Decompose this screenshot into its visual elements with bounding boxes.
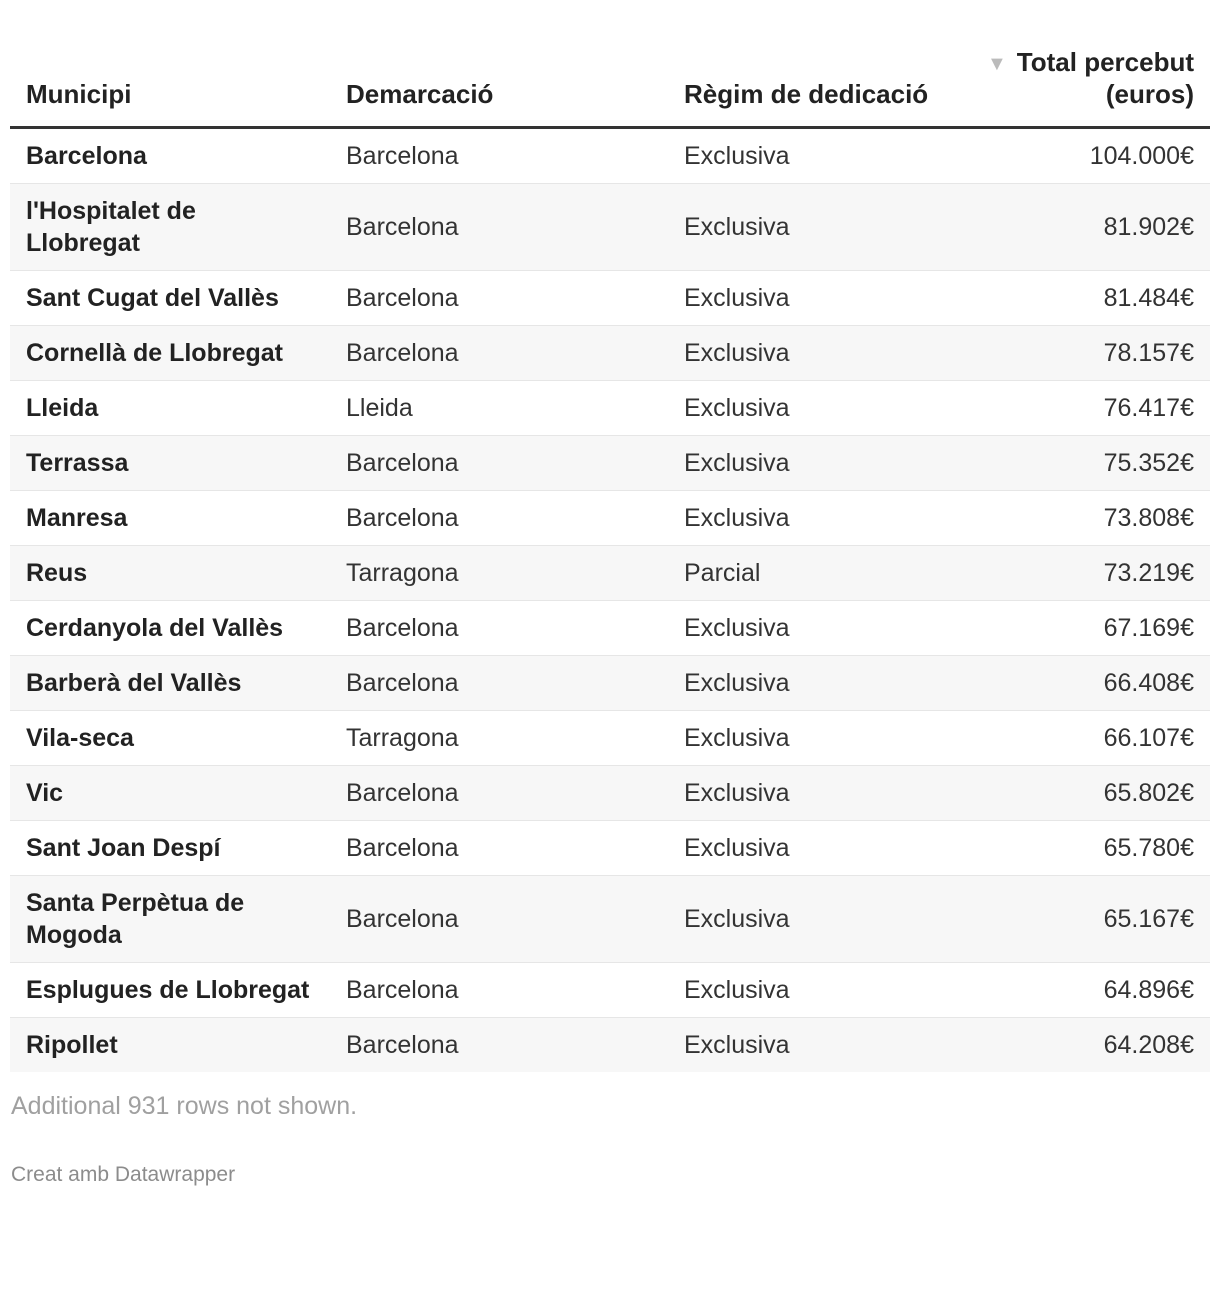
table-row [10, 184, 1210, 271]
cell-demarcacio: Barcelona [330, 326, 668, 381]
column-header-regim[interactable] [668, 0, 968, 128]
cell-total: 65.167€ [968, 876, 1210, 963]
cell-regim: Exclusiva [668, 381, 968, 436]
cell-total: 66.408€ [968, 656, 1210, 711]
column-header-total[interactable] [968, 0, 1210, 128]
cell-regim: Exclusiva [668, 963, 968, 1018]
cell-municipi: Vic [10, 766, 330, 821]
cell-regim: Exclusiva [668, 711, 968, 766]
table-row [10, 821, 1210, 876]
table-row [10, 1018, 1210, 1073]
cell-regim: Exclusiva [668, 128, 968, 184]
cell-total: 64.896€ [968, 963, 1210, 1018]
cell-municipi: Ripollet [10, 1018, 330, 1073]
cell-demarcacio: Barcelona [330, 271, 668, 326]
cell-municipi: Cerdanyola del Vallès [10, 601, 330, 656]
notes-text: Additional 931 rows not shown. [11, 1092, 358, 1120]
table-row [10, 271, 1210, 326]
cell-regim: Exclusiva [668, 876, 968, 963]
cell-total: 104.000€ [968, 128, 1210, 184]
cell-total: 75.352€ [968, 436, 1210, 491]
cell-total: 65.802€ [968, 766, 1210, 821]
table-body [10, 128, 1210, 1073]
cell-demarcacio: Barcelona [330, 436, 668, 491]
cell-demarcacio: Barcelona [330, 876, 668, 963]
cell-municipi: Sant Joan Despí [10, 821, 330, 876]
cell-municipi: Vila-seca [10, 711, 330, 766]
cell-municipi: Santa Perpètua de Mogoda [10, 876, 330, 963]
table-row [10, 656, 1210, 711]
cell-demarcacio: Barcelona [330, 821, 668, 876]
cell-demarcacio: Barcelona [330, 1018, 668, 1073]
cell-regim: Exclusiva [668, 271, 968, 326]
cell-total: 81.484€ [968, 271, 1210, 326]
table-container [10, 0, 1210, 1187]
cell-regim: Exclusiva [668, 766, 968, 821]
cell-total: 76.417€ [968, 381, 1210, 436]
cell-total: 78.157€ [968, 326, 1210, 381]
column-header-label: Demarcació [346, 79, 494, 109]
cell-demarcacio: Lleida [330, 381, 668, 436]
table-row [10, 766, 1210, 821]
table-row [10, 128, 1210, 184]
cell-regim: Exclusiva [668, 436, 968, 491]
cell-demarcacio: Tarragona [330, 546, 668, 601]
table-row [10, 381, 1210, 436]
table-row [10, 876, 1210, 963]
cell-demarcacio: Barcelona [330, 128, 668, 184]
cell-total: 67.169€ [968, 601, 1210, 656]
cell-regim: Exclusiva [668, 491, 968, 546]
data-table [10, 0, 1210, 1072]
cell-demarcacio: Barcelona [330, 601, 668, 656]
cell-total: 73.808€ [968, 491, 1210, 546]
cell-municipi: Barberà del Vallès [10, 656, 330, 711]
cell-municipi: Terrassa [10, 436, 330, 491]
table-row [10, 963, 1210, 1018]
cell-regim: Exclusiva [668, 1018, 968, 1073]
sort-descending-icon: ▼ [987, 53, 1007, 75]
cell-regim: Parcial [668, 546, 968, 601]
cell-municipi: Reus [10, 546, 330, 601]
cell-municipi: Cornellà de Llobregat [10, 326, 330, 381]
cell-demarcacio: Barcelona [330, 963, 668, 1018]
cell-total: 64.208€ [968, 1018, 1210, 1073]
cell-demarcacio: Barcelona [330, 491, 668, 546]
cell-municipi: Manresa [10, 491, 330, 546]
cell-regim: Exclusiva [668, 601, 968, 656]
cell-municipi: Sant Cugat del Vallès [10, 271, 330, 326]
cell-regim: Exclusiva [668, 656, 968, 711]
cell-demarcacio: Tarragona [330, 711, 668, 766]
cell-demarcacio: Barcelona [330, 656, 668, 711]
cell-total: 66.107€ [968, 711, 1210, 766]
cell-municipi: Lleida [10, 381, 330, 436]
column-header-municipi[interactable] [10, 0, 330, 128]
column-header-label: Municipi [26, 79, 132, 109]
cell-total: 73.219€ [968, 546, 1210, 601]
table-row [10, 491, 1210, 546]
footer-credit[interactable]: Creat amb Datawrapper [11, 1163, 236, 1186]
cell-total: 65.780€ [968, 821, 1210, 876]
cell-total: 81.902€ [968, 184, 1210, 271]
table-row [10, 711, 1210, 766]
cell-demarcacio: Barcelona [330, 766, 668, 821]
column-header-label: Règim de dedicació [684, 79, 929, 109]
header-row [10, 0, 1210, 128]
table-row [10, 436, 1210, 491]
column-header-label: Total percebut (euros) [1016, 47, 1194, 109]
table-row [10, 546, 1210, 601]
cell-regim: Exclusiva [668, 821, 968, 876]
cell-municipi: Barcelona [10, 128, 330, 184]
cell-demarcacio: Barcelona [330, 184, 668, 271]
cell-regim: Exclusiva [668, 326, 968, 381]
cell-regim: Exclusiva [668, 184, 968, 271]
column-header-demarcacio[interactable] [330, 0, 668, 128]
cell-municipi: l'Hospitalet de Llobregat [10, 184, 330, 271]
table-row [10, 601, 1210, 656]
cell-municipi: Esplugues de Llobregat [10, 963, 330, 1018]
table-row [10, 326, 1210, 381]
